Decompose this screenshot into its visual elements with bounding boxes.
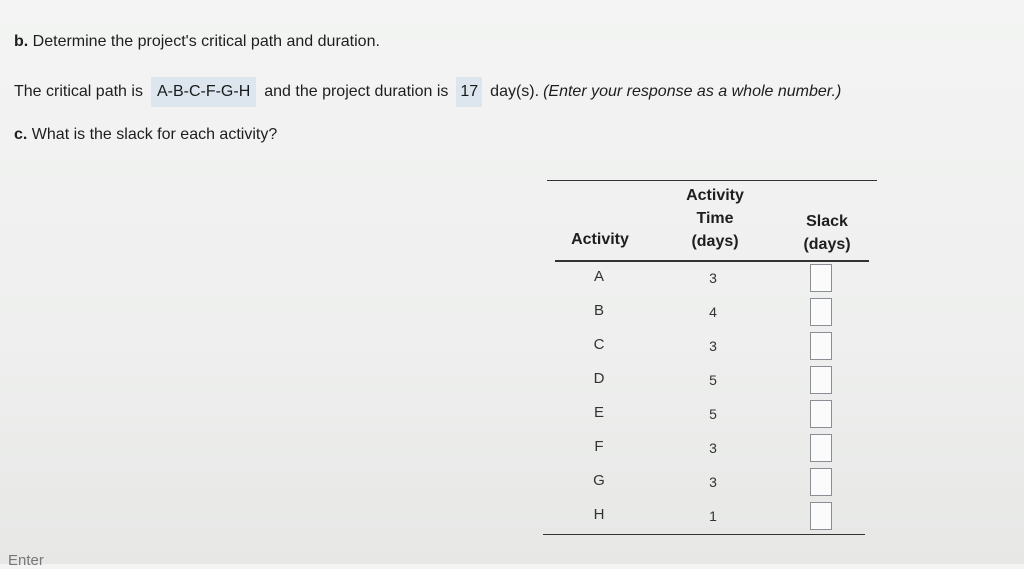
part-c-text: What is the slack for each activity?	[31, 126, 278, 143]
time-cell: 5	[709, 406, 717, 422]
slack-input[interactable]	[810, 298, 832, 326]
time-cell: 3	[709, 474, 717, 490]
table-row	[545, 364, 875, 398]
slack-input[interactable]	[810, 468, 832, 496]
time-cell: 1	[709, 508, 717, 524]
header-time-line1: Activity	[686, 187, 744, 204]
header-time-line2: Time	[696, 210, 734, 227]
header-activity-time	[663, 184, 767, 253]
part-b-question	[14, 33, 380, 51]
table-row	[545, 466, 875, 500]
part-c-label: c.	[14, 126, 28, 143]
slack-input[interactable]	[810, 434, 832, 462]
activity-cell: D	[593, 370, 605, 387]
table-row	[545, 398, 875, 432]
activity-cell: A	[593, 268, 604, 285]
header-slack	[781, 210, 873, 256]
duration-answer-field[interactable]: 17	[456, 77, 482, 107]
part-b-text: Determine the project's critical path and duration.	[32, 33, 380, 50]
slack-input[interactable]	[810, 400, 832, 428]
activity-cell: C	[593, 336, 605, 353]
part-b-label: b.	[14, 33, 29, 50]
entry-hint: (Enter your response as a whole number.)	[543, 83, 842, 100]
header-slack-line1: Slack	[806, 213, 848, 230]
table-row	[545, 432, 875, 466]
table-row	[545, 296, 875, 330]
sentence-prefix: The critical path is	[14, 83, 143, 100]
activity-cell: G	[593, 472, 605, 489]
sentence-unit: day(s).	[490, 83, 540, 100]
table-row	[545, 330, 875, 364]
time-cell: 4	[709, 304, 717, 320]
time-cell: 3	[709, 338, 717, 354]
activity-cell: B	[593, 302, 604, 319]
table-top-rule	[547, 180, 877, 181]
table-row	[545, 500, 875, 534]
sentence-middle: and the project duration is	[264, 83, 449, 100]
part-c-question	[14, 126, 277, 144]
footer-text-fragment: Enter	[8, 552, 44, 569]
header-activity: Activity	[571, 231, 629, 248]
header-slack-line2: (days)	[803, 236, 851, 253]
time-cell: 5	[709, 372, 717, 388]
activity-cell: F	[594, 438, 604, 455]
activity-cell: H	[593, 506, 605, 523]
time-cell: 3	[709, 270, 717, 286]
table-row	[545, 262, 875, 296]
critical-path-answer-field[interactable]: A-B-C-F-G-H	[151, 77, 256, 107]
slack-input[interactable]	[810, 502, 832, 530]
slack-input[interactable]	[810, 264, 832, 292]
slack-input[interactable]	[810, 332, 832, 360]
slack-input[interactable]	[810, 366, 832, 394]
table-bottom-rule	[543, 534, 865, 535]
header-time-line3: (days)	[691, 233, 739, 250]
time-cell: 3	[709, 440, 717, 456]
activity-cell: E	[593, 404, 604, 421]
answer-sentence	[14, 72, 841, 112]
